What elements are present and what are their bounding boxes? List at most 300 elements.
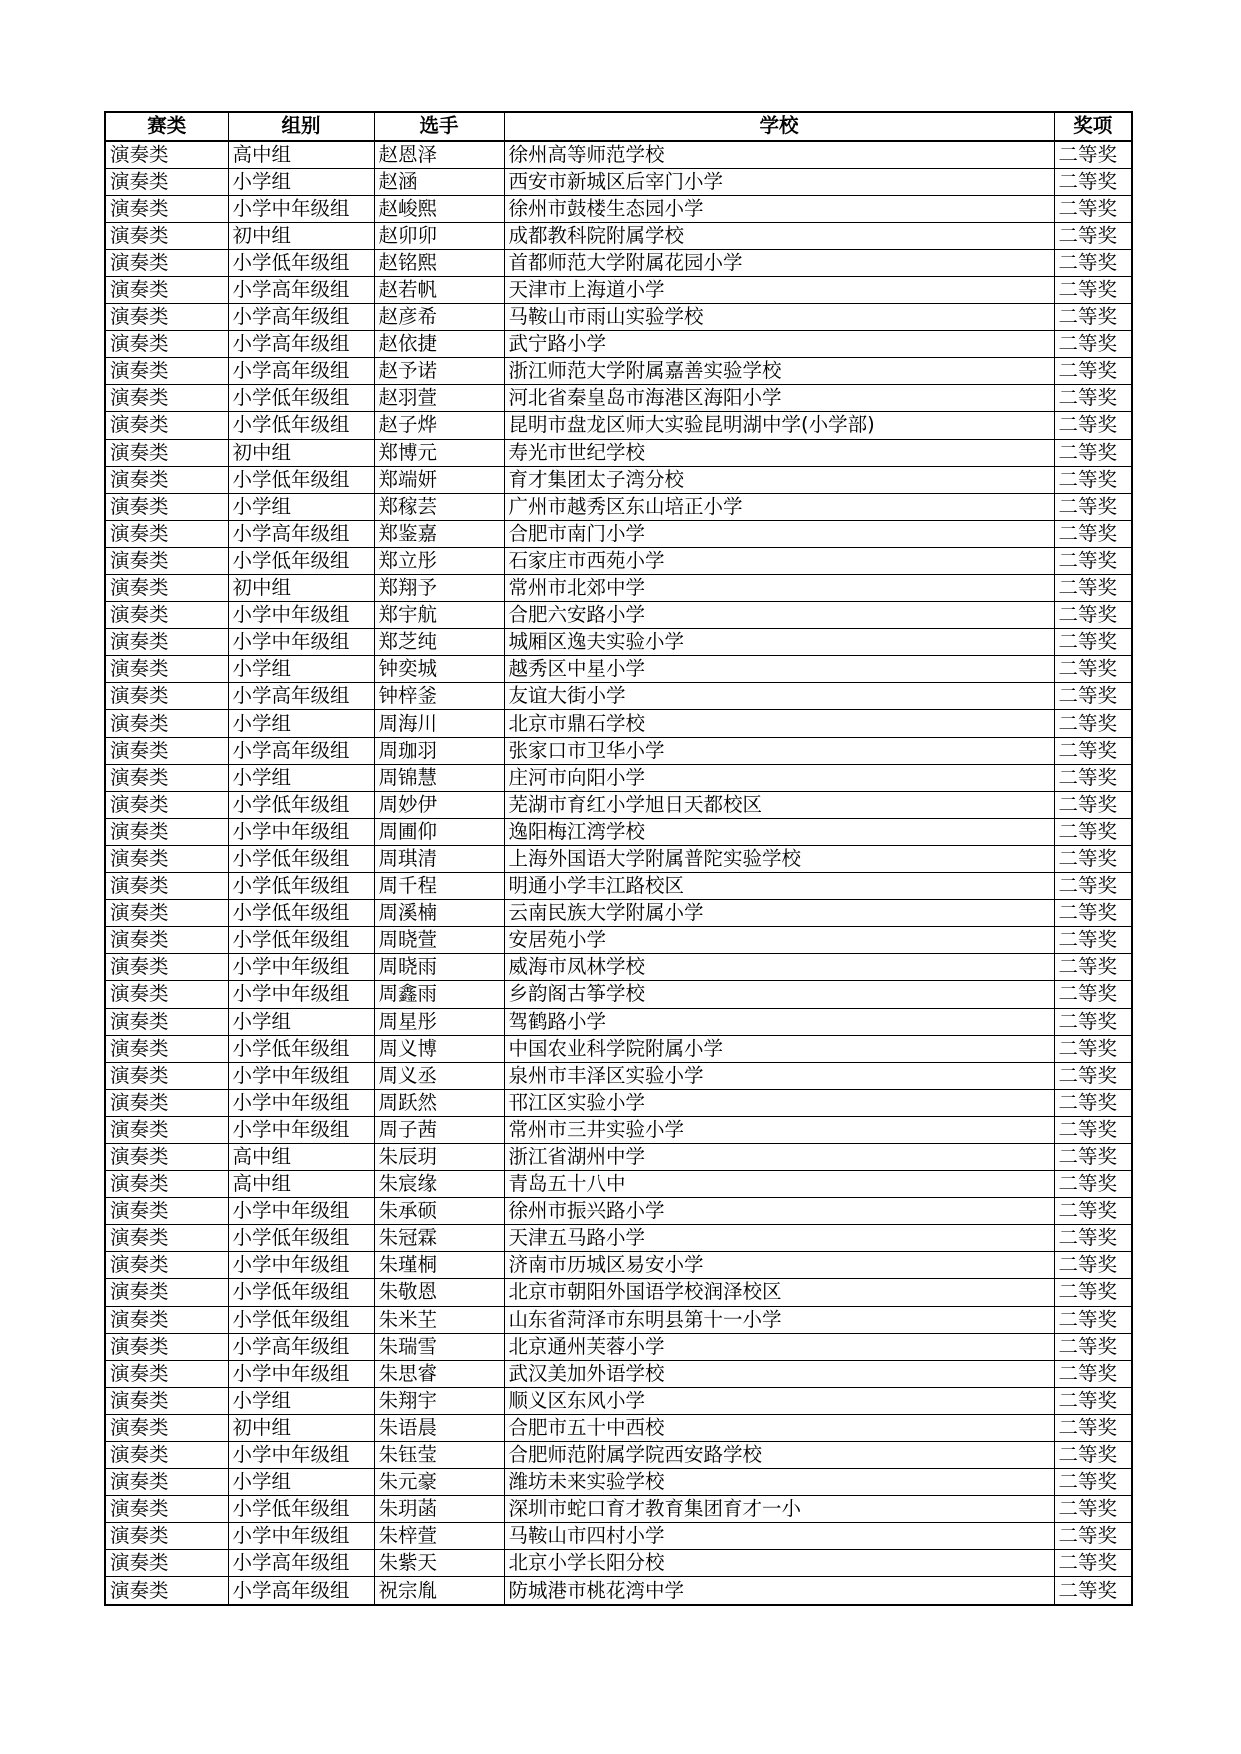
award-cell: 二等奖	[1054, 1523, 1132, 1550]
category-cell: 演奏类	[105, 981, 228, 1008]
school-cell: 马鞍山市雨山实验学校	[504, 304, 1054, 331]
group-cell: 小学中年级组	[228, 1252, 374, 1279]
table-row	[105, 818, 1132, 845]
category-cell: 演奏类	[105, 845, 228, 872]
contestant-cell: 朱玥菡	[374, 1496, 504, 1523]
contestant-cell: 周海川	[374, 710, 504, 737]
award-cell: 二等奖	[1054, 764, 1132, 791]
contestant-cell: 赵卯卯	[374, 222, 504, 249]
group-cell: 高中组	[228, 1171, 374, 1198]
award-cell: 二等奖	[1054, 358, 1132, 385]
contestant-cell: 周珈羽	[374, 737, 504, 764]
column-header-contestant: 选手	[374, 112, 504, 141]
table-row	[105, 439, 1132, 466]
category-cell: 演奏类	[105, 1523, 228, 1550]
table-row	[105, 1414, 1132, 1441]
award-cell: 二等奖	[1054, 1496, 1132, 1523]
table-row	[105, 602, 1132, 629]
category-cell: 演奏类	[105, 1469, 228, 1496]
table-row	[105, 1143, 1132, 1170]
school-cell: 北京通州芙蓉小学	[504, 1333, 1054, 1360]
group-cell: 小学组	[228, 656, 374, 683]
school-cell: 武宁路小学	[504, 331, 1054, 358]
contestant-cell: 朱米芏	[374, 1306, 504, 1333]
group-cell: 小学高年级组	[228, 1577, 374, 1605]
award-cell: 二等奖	[1054, 520, 1132, 547]
category-cell: 演奏类	[105, 954, 228, 981]
contestant-cell: 朱思睿	[374, 1360, 504, 1387]
category-cell: 演奏类	[105, 168, 228, 195]
school-cell: 青岛五十八中	[504, 1171, 1054, 1198]
school-cell: 越秀区中星小学	[504, 656, 1054, 683]
table-row	[105, 981, 1132, 1008]
group-cell: 小学低年级组	[228, 791, 374, 818]
table-row	[105, 845, 1132, 872]
category-cell: 演奏类	[105, 900, 228, 927]
category-cell: 演奏类	[105, 1198, 228, 1225]
group-cell: 小学低年级组	[228, 927, 374, 954]
table-row	[105, 1523, 1132, 1550]
table-row	[105, 900, 1132, 927]
category-cell: 演奏类	[105, 737, 228, 764]
table-row	[105, 629, 1132, 656]
category-cell: 演奏类	[105, 358, 228, 385]
category-cell: 演奏类	[105, 1306, 228, 1333]
award-cell: 二等奖	[1054, 818, 1132, 845]
group-cell: 小学中年级组	[228, 1198, 374, 1225]
contestant-cell: 周跃然	[374, 1089, 504, 1116]
category-cell: 演奏类	[105, 1360, 228, 1387]
contestant-cell: 赵彦希	[374, 304, 504, 331]
category-cell: 演奏类	[105, 1008, 228, 1035]
group-cell: 小学组	[228, 1469, 374, 1496]
school-cell: 安居苑小学	[504, 927, 1054, 954]
group-cell: 小学中年级组	[228, 1062, 374, 1089]
award-cell: 二等奖	[1054, 1279, 1132, 1306]
group-cell: 小学低年级组	[228, 900, 374, 927]
award-cell: 二等奖	[1054, 1171, 1132, 1198]
school-cell: 潍坊未来实验学校	[504, 1469, 1054, 1496]
category-cell: 演奏类	[105, 1062, 228, 1089]
contestant-cell: 朱元豪	[374, 1469, 504, 1496]
contestant-cell: 周晓雨	[374, 954, 504, 981]
table-row	[105, 520, 1132, 547]
contestant-cell: 周妙伊	[374, 791, 504, 818]
school-cell: 天津五马路小学	[504, 1225, 1054, 1252]
category-cell: 演奏类	[105, 1035, 228, 1062]
school-cell: 浙江师范大学附属嘉善实验学校	[504, 358, 1054, 385]
contestant-cell: 赵恩泽	[374, 141, 504, 169]
award-cell: 二等奖	[1054, 1198, 1132, 1225]
award-cell: 二等奖	[1054, 1469, 1132, 1496]
school-cell: 威海市凤林学校	[504, 954, 1054, 981]
award-cell: 二等奖	[1054, 710, 1132, 737]
table-row	[105, 1306, 1132, 1333]
award-cell: 二等奖	[1054, 1306, 1132, 1333]
table-row	[105, 168, 1132, 195]
table-row	[105, 683, 1132, 710]
contestant-cell: 赵若帆	[374, 276, 504, 303]
category-cell: 演奏类	[105, 764, 228, 791]
school-cell: 合肥师范附属学院西安路学校	[504, 1442, 1054, 1469]
school-cell: 逸阳梅江湾学校	[504, 818, 1054, 845]
school-cell: 西安市新城区后宰门小学	[504, 168, 1054, 195]
school-cell: 中国农业科学院附属小学	[504, 1035, 1054, 1062]
table-row	[105, 1171, 1132, 1198]
group-cell: 初中组	[228, 1414, 374, 1441]
school-cell: 马鞍山市四村小学	[504, 1523, 1054, 1550]
group-cell: 小学中年级组	[228, 1089, 374, 1116]
category-cell: 演奏类	[105, 412, 228, 439]
group-cell: 小学低年级组	[228, 249, 374, 276]
group-cell: 小学组	[228, 493, 374, 520]
table-row	[105, 791, 1132, 818]
category-cell: 演奏类	[105, 249, 228, 276]
award-cell: 二等奖	[1054, 737, 1132, 764]
contestant-cell: 周晓萱	[374, 927, 504, 954]
table-row	[105, 764, 1132, 791]
school-cell: 顺义区东风小学	[504, 1387, 1054, 1414]
school-cell: 昆明市盘龙区师大实验昆明湖中学(小学部)	[504, 412, 1054, 439]
table-header-row	[105, 112, 1132, 141]
group-cell: 初中组	[228, 222, 374, 249]
group-cell: 小学低年级组	[228, 547, 374, 574]
table-row	[105, 493, 1132, 520]
award-cell: 二等奖	[1054, 981, 1132, 1008]
contestant-cell: 周锦慧	[374, 764, 504, 791]
table-row	[105, 927, 1132, 954]
contestant-cell: 郑鉴嘉	[374, 520, 504, 547]
group-cell: 小学组	[228, 1008, 374, 1035]
category-cell: 演奏类	[105, 1089, 228, 1116]
school-cell: 北京市鼎石学校	[504, 710, 1054, 737]
category-cell: 演奏类	[105, 1442, 228, 1469]
category-cell: 演奏类	[105, 1414, 228, 1441]
table-row	[105, 656, 1132, 683]
contestant-cell: 祝宗胤	[374, 1577, 504, 1605]
school-cell: 济南市历城区易安小学	[504, 1252, 1054, 1279]
category-cell: 演奏类	[105, 439, 228, 466]
table-row	[105, 358, 1132, 385]
group-cell: 小学高年级组	[228, 737, 374, 764]
contestant-cell: 周千程	[374, 873, 504, 900]
school-cell: 深圳市蛇口育才教育集团育才一小	[504, 1496, 1054, 1523]
contestant-cell: 朱翔宇	[374, 1387, 504, 1414]
category-cell: 演奏类	[105, 629, 228, 656]
school-cell: 合肥市五十中西校	[504, 1414, 1054, 1441]
column-header-group: 组别	[228, 112, 374, 141]
award-cell: 二等奖	[1054, 1089, 1132, 1116]
category-cell: 演奏类	[105, 222, 228, 249]
school-cell: 常州市三井实验小学	[504, 1116, 1054, 1143]
table-row	[105, 1225, 1132, 1252]
group-cell: 小学高年级组	[228, 358, 374, 385]
group-cell: 小学中年级组	[228, 602, 374, 629]
award-cell: 二等奖	[1054, 466, 1132, 493]
contestant-cell: 赵涵	[374, 168, 504, 195]
school-cell: 明通小学丰江路校区	[504, 873, 1054, 900]
contestant-cell: 郑稼芸	[374, 493, 504, 520]
school-cell: 天津市上海道小学	[504, 276, 1054, 303]
category-cell: 演奏类	[105, 873, 228, 900]
table-row	[105, 1577, 1132, 1605]
table-row	[105, 304, 1132, 331]
award-cell: 二等奖	[1054, 954, 1132, 981]
table-row	[105, 385, 1132, 412]
contestant-cell: 赵子烨	[374, 412, 504, 439]
table-row	[105, 412, 1132, 439]
category-cell: 演奏类	[105, 276, 228, 303]
contestant-cell: 朱承硕	[374, 1198, 504, 1225]
group-cell: 小学高年级组	[228, 683, 374, 710]
group-cell: 小学高年级组	[228, 304, 374, 331]
table-row	[105, 710, 1132, 737]
category-cell: 演奏类	[105, 520, 228, 547]
award-cell: 二等奖	[1054, 629, 1132, 656]
contestant-cell: 朱冠霖	[374, 1225, 504, 1252]
award-cell: 二等奖	[1054, 683, 1132, 710]
award-cell: 二等奖	[1054, 168, 1132, 195]
group-cell: 小学低年级组	[228, 1225, 374, 1252]
category-cell: 演奏类	[105, 818, 228, 845]
school-cell: 常州市北郊中学	[504, 575, 1054, 602]
contestant-cell: 赵铭熙	[374, 249, 504, 276]
group-cell: 小学中年级组	[228, 954, 374, 981]
school-cell: 武汉美加外语学校	[504, 1360, 1054, 1387]
award-cell: 二等奖	[1054, 1414, 1132, 1441]
award-cell: 二等奖	[1054, 195, 1132, 222]
contestant-cell: 周义博	[374, 1035, 504, 1062]
category-cell: 演奏类	[105, 466, 228, 493]
table-row	[105, 1469, 1132, 1496]
column-header-category: 赛类	[105, 112, 228, 141]
award-cell: 二等奖	[1054, 1360, 1132, 1387]
contestant-cell: 周子茜	[374, 1116, 504, 1143]
contestant-cell: 朱瑞雪	[374, 1333, 504, 1360]
group-cell: 小学中年级组	[228, 818, 374, 845]
category-cell: 演奏类	[105, 927, 228, 954]
school-cell: 寿光市世纪学校	[504, 439, 1054, 466]
award-cell: 二等奖	[1054, 412, 1132, 439]
table-row	[105, 873, 1132, 900]
award-cell: 二等奖	[1054, 276, 1132, 303]
category-cell: 演奏类	[105, 1550, 228, 1577]
group-cell: 小学低年级组	[228, 1306, 374, 1333]
table-row	[105, 575, 1132, 602]
table-row	[105, 1496, 1132, 1523]
contestant-cell: 朱宸缘	[374, 1171, 504, 1198]
award-table	[104, 111, 1133, 1606]
award-cell: 二等奖	[1054, 385, 1132, 412]
contestant-cell: 郑芝纯	[374, 629, 504, 656]
category-cell: 演奏类	[105, 1116, 228, 1143]
award-list-sheet	[104, 111, 1131, 1606]
award-cell: 二等奖	[1054, 547, 1132, 574]
school-cell: 北京小学长阳分校	[504, 1550, 1054, 1577]
group-cell: 小学低年级组	[228, 412, 374, 439]
category-cell: 演奏类	[105, 575, 228, 602]
table-row	[105, 1387, 1132, 1414]
contestant-cell: 赵依捷	[374, 331, 504, 358]
group-cell: 小学中年级组	[228, 1523, 374, 1550]
school-cell: 上海外国语大学附属普陀实验学校	[504, 845, 1054, 872]
group-cell: 小学高年级组	[228, 331, 374, 358]
category-cell: 演奏类	[105, 683, 228, 710]
group-cell: 初中组	[228, 575, 374, 602]
award-cell: 二等奖	[1054, 1387, 1132, 1414]
group-cell: 小学低年级组	[228, 466, 374, 493]
school-cell: 芜湖市育红小学旭日天都校区	[504, 791, 1054, 818]
contestant-cell: 朱敬恩	[374, 1279, 504, 1306]
school-cell: 北京市朝阳外国语学校润泽校区	[504, 1279, 1054, 1306]
table-row	[105, 195, 1132, 222]
award-cell: 二等奖	[1054, 1577, 1132, 1605]
school-cell: 徐州高等师范学校	[504, 141, 1054, 169]
school-cell: 庄河市向阳小学	[504, 764, 1054, 791]
table-row	[105, 276, 1132, 303]
category-cell: 演奏类	[105, 656, 228, 683]
table-row	[105, 1198, 1132, 1225]
group-cell: 小学组	[228, 710, 374, 737]
award-cell: 二等奖	[1054, 1143, 1132, 1170]
category-cell: 演奏类	[105, 195, 228, 222]
award-cell: 二等奖	[1054, 1442, 1132, 1469]
award-cell: 二等奖	[1054, 1035, 1132, 1062]
group-cell: 高中组	[228, 1143, 374, 1170]
contestant-cell: 朱语晨	[374, 1414, 504, 1441]
table-row	[105, 954, 1132, 981]
category-cell: 演奏类	[105, 1171, 228, 1198]
group-cell: 小学中年级组	[228, 195, 374, 222]
group-cell: 小学低年级组	[228, 1496, 374, 1523]
category-cell: 演奏类	[105, 547, 228, 574]
category-cell: 演奏类	[105, 141, 228, 169]
school-cell: 云南民族大学附属小学	[504, 900, 1054, 927]
contestant-cell: 周圃仰	[374, 818, 504, 845]
school-cell: 驾鹤路小学	[504, 1008, 1054, 1035]
school-cell: 邗江区实验小学	[504, 1089, 1054, 1116]
award-cell: 二等奖	[1054, 900, 1132, 927]
contestant-cell: 郑端妍	[374, 466, 504, 493]
table-row	[105, 1333, 1132, 1360]
school-cell: 河北省秦皇岛市海港区海阳小学	[504, 385, 1054, 412]
group-cell: 小学低年级组	[228, 845, 374, 872]
category-cell: 演奏类	[105, 304, 228, 331]
award-cell: 二等奖	[1054, 1333, 1132, 1360]
group-cell: 小学高年级组	[228, 1333, 374, 1360]
table-row	[105, 222, 1132, 249]
category-cell: 演奏类	[105, 1577, 228, 1605]
school-cell: 乡韵阁古筝学校	[504, 981, 1054, 1008]
group-cell: 高中组	[228, 141, 374, 169]
contestant-cell: 钟梓釜	[374, 683, 504, 710]
group-cell: 小学中年级组	[228, 1116, 374, 1143]
award-cell: 二等奖	[1054, 304, 1132, 331]
award-cell: 二等奖	[1054, 249, 1132, 276]
award-cell: 二等奖	[1054, 602, 1132, 629]
group-cell: 小学中年级组	[228, 629, 374, 656]
contestant-cell: 周星彤	[374, 1008, 504, 1035]
table-row	[105, 1550, 1132, 1577]
award-cell: 二等奖	[1054, 222, 1132, 249]
table-row	[105, 1116, 1132, 1143]
table-row	[105, 249, 1132, 276]
category-cell: 演奏类	[105, 1225, 228, 1252]
contestant-cell: 郑博元	[374, 439, 504, 466]
school-cell: 成都教科院附属学校	[504, 222, 1054, 249]
table-row	[105, 466, 1132, 493]
school-cell: 合肥六安路小学	[504, 602, 1054, 629]
award-cell: 二等奖	[1054, 1252, 1132, 1279]
award-cell: 二等奖	[1054, 1062, 1132, 1089]
group-cell: 小学高年级组	[228, 276, 374, 303]
award-cell: 二等奖	[1054, 1550, 1132, 1577]
table-row	[105, 1279, 1132, 1306]
group-cell: 小学低年级组	[228, 873, 374, 900]
school-cell: 浙江省湖州中学	[504, 1143, 1054, 1170]
award-cell: 二等奖	[1054, 927, 1132, 954]
school-cell: 张家口市卫华小学	[504, 737, 1054, 764]
contestant-cell: 周琪清	[374, 845, 504, 872]
contestant-cell: 赵予诺	[374, 358, 504, 385]
award-cell: 二等奖	[1054, 845, 1132, 872]
school-cell: 石家庄市西苑小学	[504, 547, 1054, 574]
award-cell: 二等奖	[1054, 1116, 1132, 1143]
category-cell: 演奏类	[105, 710, 228, 737]
contestant-cell: 朱紫天	[374, 1550, 504, 1577]
contestant-cell: 郑翔予	[374, 575, 504, 602]
table-row	[105, 1360, 1132, 1387]
table-row	[105, 1089, 1132, 1116]
category-cell: 演奏类	[105, 1333, 228, 1360]
column-header-award: 奖项	[1054, 112, 1132, 141]
school-cell: 首都师范大学附属花园小学	[504, 249, 1054, 276]
school-cell: 防城港市桃花湾中学	[504, 1577, 1054, 1605]
contestant-cell: 郑宇航	[374, 602, 504, 629]
table-row	[105, 331, 1132, 358]
contestant-cell: 朱梓萱	[374, 1523, 504, 1550]
group-cell: 小学中年级组	[228, 1360, 374, 1387]
category-cell: 演奏类	[105, 1387, 228, 1414]
school-cell: 徐州市鼓楼生态园小学	[504, 195, 1054, 222]
school-cell: 山东省菏泽市东明县第十一小学	[504, 1306, 1054, 1333]
contestant-cell: 钟奕城	[374, 656, 504, 683]
category-cell: 演奏类	[105, 493, 228, 520]
group-cell: 小学低年级组	[228, 1035, 374, 1062]
group-cell: 小学低年级组	[228, 1279, 374, 1306]
category-cell: 演奏类	[105, 1496, 228, 1523]
contestant-cell: 郑立彤	[374, 547, 504, 574]
category-cell: 演奏类	[105, 1279, 228, 1306]
award-cell: 二等奖	[1054, 331, 1132, 358]
table-row	[105, 1252, 1132, 1279]
category-cell: 演奏类	[105, 1252, 228, 1279]
contestant-cell: 周鑫雨	[374, 981, 504, 1008]
table-row	[105, 1442, 1132, 1469]
award-cell: 二等奖	[1054, 1225, 1132, 1252]
award-cell: 二等奖	[1054, 141, 1132, 169]
group-cell: 小学低年级组	[228, 385, 374, 412]
award-cell: 二等奖	[1054, 1008, 1132, 1035]
school-cell: 育才集团太子湾分校	[504, 466, 1054, 493]
award-cell: 二等奖	[1054, 656, 1132, 683]
school-cell: 合肥市南门小学	[504, 520, 1054, 547]
school-cell: 城厢区逸夫实验小学	[504, 629, 1054, 656]
school-cell: 广州市越秀区东山培正小学	[504, 493, 1054, 520]
column-header-school: 学校	[504, 112, 1054, 141]
group-cell: 小学中年级组	[228, 1442, 374, 1469]
contestant-cell: 朱辰玥	[374, 1143, 504, 1170]
